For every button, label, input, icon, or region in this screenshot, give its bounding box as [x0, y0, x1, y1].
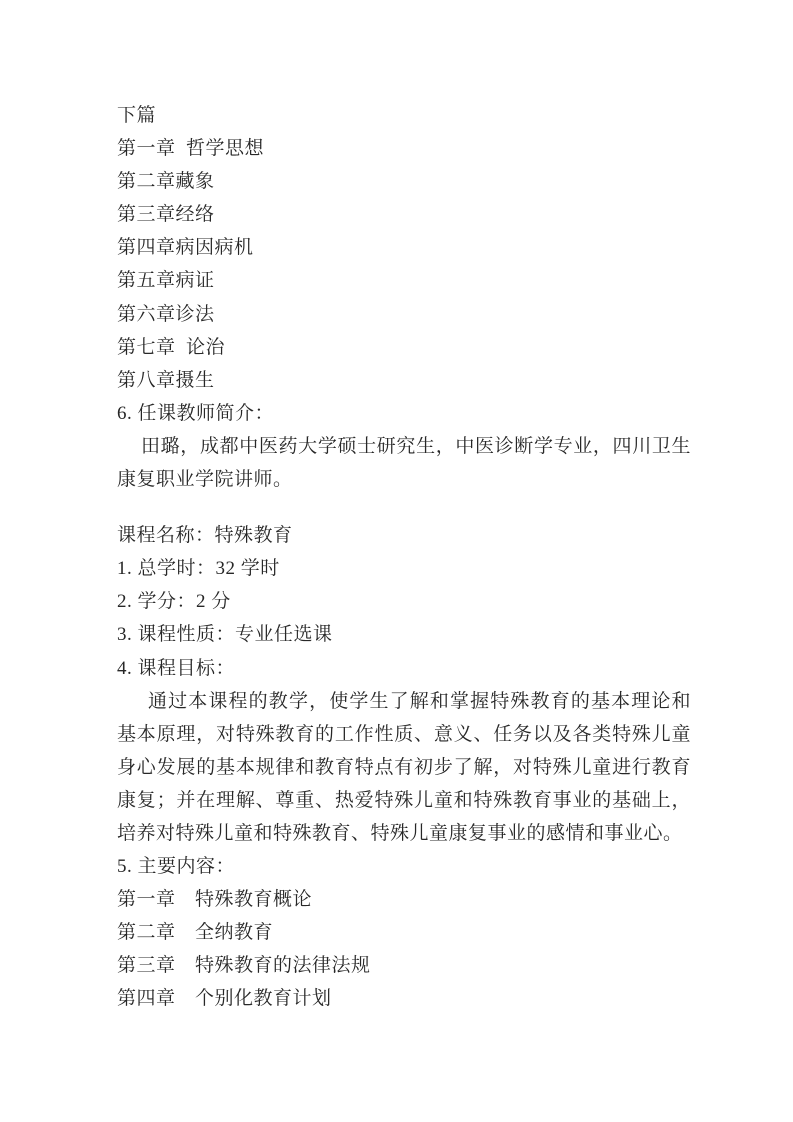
document-content: [117, 99, 691, 1016]
course-objectives-label: 4. 课程目标：: [117, 657, 236, 679]
chapter-line: 第二章藏象: [117, 171, 215, 193]
chapter-line: 第四章病因病机: [117, 237, 254, 259]
chapter-line: 第二章 全纳教育: [117, 922, 274, 944]
chapter-line: 第四章 个别化教育计划: [117, 988, 332, 1010]
teacher-intro-text: 田璐，成都中医药大学硕士研究生，中医诊断学专业，四川卫生康复职业学院讲师。: [117, 435, 691, 491]
chapter-line: 第三章 特殊教育的法律法规: [117, 955, 371, 977]
course-total-hours-line: 1. 总学时：32 学时: [117, 558, 280, 580]
course-main-content-label: 5. 主要内容：: [117, 856, 236, 878]
chapter-line: 第六章诊法: [117, 303, 215, 325]
part-two-chapter-list: [117, 132, 691, 397]
part-two-heading: 下篇: [117, 105, 157, 126]
chapter-line: 第一章 特殊教育概论: [117, 889, 313, 911]
chapter-line: 第八章摄生: [117, 369, 215, 391]
course-credits-line: 2. 学分：2 分: [117, 591, 231, 613]
course-objectives-text: 通过本课程的教学，使学生了解和掌握特殊教育的基本理论和基本原理，对特殊教育的工作性质、意义、任务以及各类特殊儿童身心发展的基本规律和教育特点有初步了解，对特殊儿童进行教育康复；并在理解、尊重、热爱特殊儿童和特殊教育事业的基础上，培养对特殊儿童和特殊教育、特殊儿童康复事业的感情和事业心。: [117, 690, 691, 844]
chapter-line: 第三章经络: [117, 204, 215, 226]
teacher-intro-label: 6. 任课教师简介：: [117, 402, 275, 424]
chapter-line: 第一章 哲学思想: [117, 138, 265, 160]
chapter-line: 第七章 论治: [117, 336, 226, 358]
chapter-line: 第五章病证: [117, 270, 215, 292]
course-chapter-list: [117, 883, 691, 1015]
course-name-line: 课程名称：特殊教育: [117, 525, 293, 547]
course-nature-line: 3. 课程性质：专业任选课: [117, 624, 333, 646]
